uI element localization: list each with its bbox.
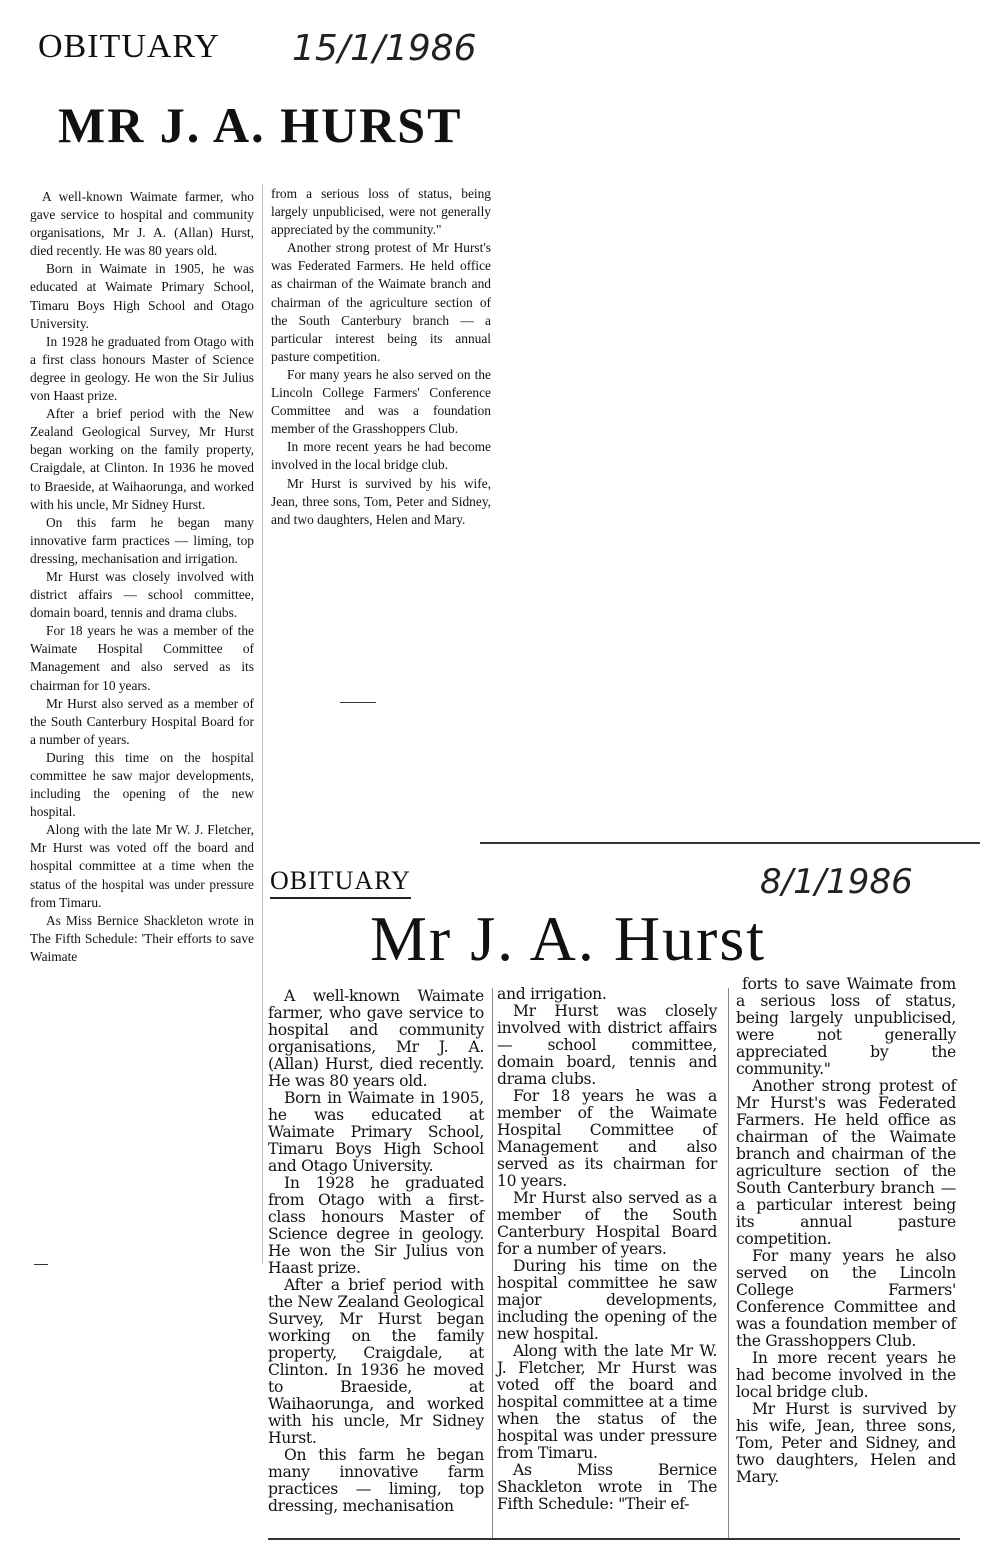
paragraph: A well-known Waimate farmer, who gave service to hospital and community organisations, Mr J. A. (Allan) Hurst, died recently. He was 80 years old.	[268, 987, 484, 1090]
paragraph: On this farm he began many innovative farm practices — liming, top dressing, mechanisation	[268, 1446, 484, 1515]
paragraph: For 18 years he was a member of the Waimate Hospital Committee of Management and also served as its chairman for 10 years.	[497, 1087, 717, 1190]
paragraph: Mr Hurst is survived by his wife, Jean, three sons, Tom, Peter and Sidney, and two daughters, Helen and Mary.	[736, 1400, 956, 1486]
clip2-top-rule	[480, 842, 980, 844]
paragraph: forts to save Waimate from a serious loss of status, being largely unpublicised, were not generally appreciated by the community."	[736, 975, 956, 1078]
paragraph: After a brief period with the New Zealand Geological Survey, Mr Hurst began working on the family property, Craigdale, at Clinton. In 1936 he moved to Braeside, at Waihaorunga, and worked with his uncle, Mr Sidney Hurst.	[268, 1276, 484, 1447]
paragraph: Mr Hurst is survived by his wife, Jean, three sons, Tom, Peter and Sidney, and two daughters, Helen and Mary.	[271, 475, 491, 527]
paragraph: In 1928 he graduated from Otago with a first-class honours Master of Science degree in geology. He won the Sir Julius von Haast prize.	[268, 1174, 484, 1277]
paragraph: Mr Hurst also served as a member of the South Canterbury Hospital Board for a number of years.	[497, 1189, 717, 1258]
paragraph: Born in Waimate in 1905, he was educated at Waimate Primary School, Timaru Boys High School and Otago University.	[30, 261, 254, 331]
clip2-bottom-rule	[268, 1538, 960, 1540]
paragraph: and irrigation.	[497, 985, 607, 1003]
paragraph: from a serious loss of status, being largely unpublicised, were not generally appreciated by the community."	[271, 186, 491, 238]
clip1-column-divider	[262, 184, 263, 1264]
clip1-heading: OBITUARY	[38, 28, 220, 65]
paragraph: During his time on the hospital committee he saw major developments, including the opening of the new hospital.	[497, 1257, 717, 1343]
clip1-date: 15/1/1986	[292, 28, 477, 69]
clip2-heading: OBITUARY	[270, 866, 411, 899]
clip2-column-divider-1	[492, 988, 493, 1538]
paragraph: Another strong protest of Mr Hurst's was Federated Farmers. He held office as chairman of the Waimate branch and chairman of the agriculture section of the South Canterbury branch — a particular interest being its annual pasture competition.	[736, 1077, 956, 1248]
paragraph: Another strong protest of Mr Hurst's was Federated Farmers. He held office as chairman of the Waimate branch and chairman of the agriculture section of the South Canterbury branch — a particular interest being its annual pasture competition.	[271, 240, 491, 364]
paragraph: Born in Waimate in 1905, he was educated at Waimate Primary School, Timaru Boys High School and Otago University.	[268, 1089, 484, 1175]
clip1-end-rule	[340, 702, 376, 703]
paragraph: For many years he also served on the Lincoln College Farmers' Conference Committee and was a foundation member of the Grasshoppers Club.	[271, 366, 491, 437]
clip2-column-1	[268, 988, 484, 1515]
paragraph: Mr Hurst was closely involved with district affairs — school committee, domain board, tennis and drama clubs.	[497, 1002, 717, 1088]
clip1-column-2	[271, 185, 491, 529]
paragraph: For many years he also served on the Lincoln College Farmers' Conference Committee and was a foundation member of the Grasshoppers Club.	[736, 1247, 956, 1350]
clip2-column-divider-2	[728, 988, 729, 1538]
clip2-column-3	[736, 976, 956, 1486]
paragraph: In more recent years he had become involved in the local bridge club.	[736, 1349, 956, 1401]
clip2-date: 8/1/1986	[760, 862, 913, 902]
paragraph: Mr Hurst also served as a member of the South Canterbury Hospital Board for a number of years.	[30, 695, 254, 747]
paragraph: Along with the late Mr W. J. Fletcher, Mr Hurst was voted off the board and hospital committee at a time when the status of the hospital was under pressure from Timaru.	[30, 822, 254, 910]
paragraph: As Miss Bernice Shackleton wrote in The Fifth Schedule: "Their ef-	[497, 1461, 717, 1513]
paragraph: As Miss Bernice Shackleton wrote in The Fifth Schedule: 'Their efforts to save Waimate	[30, 912, 254, 964]
paragraph: Mr Hurst was closely involved with district affairs — school committee, domain board, tennis and drama clubs.	[30, 568, 254, 621]
clip1-title: MR J. A. HURST	[58, 97, 463, 153]
clip1-column-1	[30, 188, 254, 966]
paragraph: A well-known Waimate farmer, who gave service to hospital and community organisations, Mr J. A. (Allan) Hurst, died recently. He was 80 years old.	[30, 189, 254, 259]
clip2-title: Mr J. A. Hurst	[370, 903, 767, 974]
paragraph: In 1928 he graduated from Otago with a first class honours Master of Science degree in geology. He won the Sir Julius von Haast prize.	[30, 333, 254, 404]
clip1-end-dash	[34, 1264, 48, 1265]
paragraph: During this time on the hospital committee he saw major developments, including the opening of the new hospital.	[30, 749, 254, 820]
paragraph: After a brief period with the New Zealand Geological Survey, Mr Hurst began working on the family property, Craigdale, at Clinton. In 1936 he moved to Braeside, at Waihaorunga, and worked with his uncle, Mr Sidney Hurst.	[30, 406, 254, 512]
paragraph: On this farm he began many innovative farm practices — liming, top dressing, mechanisation and irrigation.	[30, 514, 254, 566]
paragraph: Along with the late Mr W. J. Fletcher, Mr Hurst was voted off the board and hospital committee at a time when the status of the hospital was under pressure from Timaru.	[497, 1342, 717, 1462]
paragraph: In more recent years he had become involved in the local bridge club.	[271, 439, 491, 473]
paragraph: For 18 years he was a member of the Waimate Hospital Committee of Management and also served as its chairman for 10 years.	[30, 623, 254, 693]
clip2-column-2	[497, 986, 717, 1513]
